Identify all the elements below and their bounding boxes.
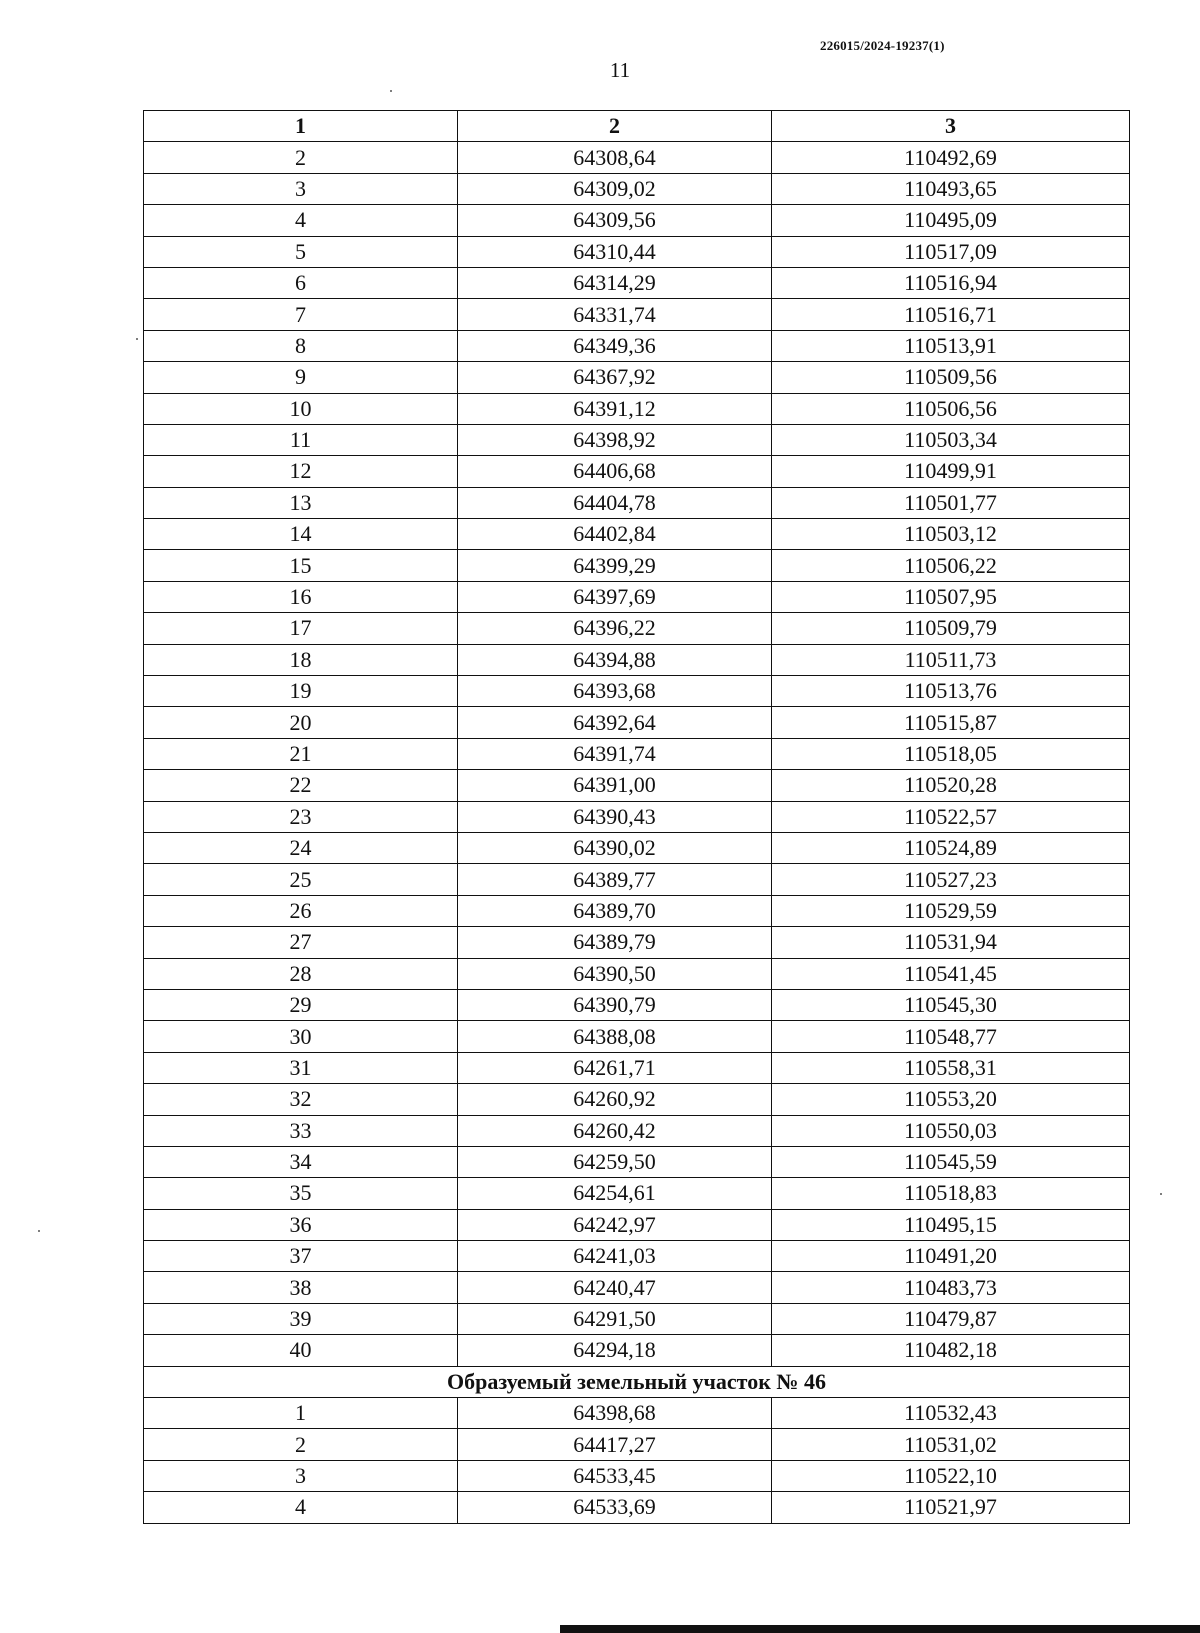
table-row (144, 173, 1130, 204)
x-coordinate-cell: 64392,64 (458, 707, 772, 738)
table-row (144, 299, 1130, 330)
x-coordinate-cell: 64399,29 (458, 550, 772, 581)
scan-speck (136, 338, 138, 340)
table-row (144, 362, 1130, 393)
point-number-cell: 11 (144, 424, 458, 455)
header-cell-y: 3 (772, 111, 1130, 142)
point-number-cell: 32 (144, 1084, 458, 1115)
point-number-cell: 12 (144, 456, 458, 487)
table-row (144, 456, 1130, 487)
point-number-cell: 5 (144, 236, 458, 267)
table-row (144, 1492, 1130, 1523)
point-number-cell: 20 (144, 707, 458, 738)
header-cell-point-number: 1 (144, 111, 458, 142)
x-coordinate-cell: 64309,02 (458, 173, 772, 204)
table-row (144, 989, 1130, 1020)
table-row (144, 330, 1130, 361)
x-coordinate-cell: 64406,68 (458, 456, 772, 487)
y-coordinate-cell: 110483,73 (772, 1272, 1130, 1303)
point-number-cell: 21 (144, 738, 458, 769)
table-row (144, 205, 1130, 236)
y-coordinate-cell: 110491,20 (772, 1241, 1130, 1272)
point-number-cell: 30 (144, 1021, 458, 1052)
point-number-cell: 38 (144, 1272, 458, 1303)
x-coordinate-cell: 64396,22 (458, 613, 772, 644)
x-coordinate-cell: 64260,42 (458, 1115, 772, 1146)
point-number-cell: 34 (144, 1146, 458, 1177)
table-row (144, 801, 1130, 832)
point-number-cell: 4 (144, 205, 458, 236)
y-coordinate-cell: 110548,77 (772, 1021, 1130, 1052)
table-row (144, 267, 1130, 298)
point-number-cell: 25 (144, 864, 458, 895)
y-coordinate-cell: 110532,43 (772, 1398, 1130, 1429)
point-number-cell: 16 (144, 581, 458, 612)
table-row (144, 1241, 1130, 1272)
point-number-cell: 37 (144, 1241, 458, 1272)
point-number-cell: 39 (144, 1303, 458, 1334)
table-row (144, 142, 1130, 173)
table-body-parcel-46 (144, 1398, 1130, 1524)
scan-edge-bar (560, 1625, 1200, 1633)
table-row (144, 519, 1130, 550)
table-row (144, 864, 1130, 895)
x-coordinate-cell: 64391,00 (458, 770, 772, 801)
table-row (144, 644, 1130, 675)
table-row (144, 550, 1130, 581)
table-row (144, 1272, 1130, 1303)
y-coordinate-cell: 110518,83 (772, 1178, 1130, 1209)
x-coordinate-cell: 64241,03 (458, 1241, 772, 1272)
x-coordinate-cell: 64314,29 (458, 267, 772, 298)
x-coordinate-cell: 64394,88 (458, 644, 772, 675)
y-coordinate-cell: 110531,94 (772, 927, 1130, 958)
y-coordinate-cell: 110522,57 (772, 801, 1130, 832)
y-coordinate-cell: 110492,69 (772, 142, 1130, 173)
y-coordinate-cell: 110558,31 (772, 1052, 1130, 1083)
y-coordinate-cell: 110516,71 (772, 299, 1130, 330)
header-cell-x: 2 (458, 111, 772, 142)
point-number-cell: 8 (144, 330, 458, 361)
scan-speck (390, 90, 392, 92)
table-row (144, 738, 1130, 769)
y-coordinate-cell: 110522,10 (772, 1460, 1130, 1491)
y-coordinate-cell: 110529,59 (772, 895, 1130, 926)
point-number-cell: 3 (144, 173, 458, 204)
table-row (144, 613, 1130, 644)
point-number-cell: 2 (144, 1429, 458, 1460)
point-number-cell: 27 (144, 927, 458, 958)
x-coordinate-cell: 64310,44 (458, 236, 772, 267)
coordinates-table (143, 110, 1130, 1524)
x-coordinate-cell: 64261,71 (458, 1052, 772, 1083)
point-number-cell: 4 (144, 1492, 458, 1523)
table-row (144, 1146, 1130, 1177)
table-row (144, 927, 1130, 958)
y-coordinate-cell: 110553,20 (772, 1084, 1130, 1115)
y-coordinate-cell: 110499,91 (772, 456, 1130, 487)
table-row (144, 393, 1130, 424)
table-row (144, 1335, 1130, 1366)
point-number-cell: 13 (144, 487, 458, 518)
table-row (144, 1209, 1130, 1240)
point-number-cell: 3 (144, 1460, 458, 1491)
table-row (144, 1084, 1130, 1115)
point-number-cell: 35 (144, 1178, 458, 1209)
table-row (144, 676, 1130, 707)
y-coordinate-cell: 110541,45 (772, 958, 1130, 989)
x-coordinate-cell: 64294,18 (458, 1335, 772, 1366)
scan-speck (1160, 1193, 1162, 1195)
x-coordinate-cell: 64308,64 (458, 142, 772, 173)
y-coordinate-cell: 110503,12 (772, 519, 1130, 550)
x-coordinate-cell: 64260,92 (458, 1084, 772, 1115)
table-row (144, 1021, 1130, 1052)
section-heading-row (144, 1366, 1130, 1397)
table-row (144, 1398, 1130, 1429)
y-coordinate-cell: 110482,18 (772, 1335, 1130, 1366)
table-row (144, 1178, 1130, 1209)
table-row (144, 1115, 1130, 1146)
table-row (144, 424, 1130, 455)
table-row (144, 958, 1130, 989)
x-coordinate-cell: 64389,77 (458, 864, 772, 895)
x-coordinate-cell: 64367,92 (458, 362, 772, 393)
y-coordinate-cell: 110520,28 (772, 770, 1130, 801)
y-coordinate-cell: 110513,76 (772, 676, 1130, 707)
point-number-cell: 31 (144, 1052, 458, 1083)
point-number-cell: 18 (144, 644, 458, 675)
y-coordinate-cell: 110509,56 (772, 362, 1130, 393)
x-coordinate-cell: 64393,68 (458, 676, 772, 707)
x-coordinate-cell: 64398,92 (458, 424, 772, 455)
x-coordinate-cell: 64389,70 (458, 895, 772, 926)
y-coordinate-cell: 110493,65 (772, 173, 1130, 204)
x-coordinate-cell: 64388,08 (458, 1021, 772, 1052)
y-coordinate-cell: 110511,73 (772, 644, 1130, 675)
y-coordinate-cell: 110507,95 (772, 581, 1130, 612)
point-number-cell: 19 (144, 676, 458, 707)
y-coordinate-cell: 110518,05 (772, 738, 1130, 769)
y-coordinate-cell: 110513,91 (772, 330, 1130, 361)
x-coordinate-cell: 64349,36 (458, 330, 772, 361)
point-number-cell: 22 (144, 770, 458, 801)
x-coordinate-cell: 64240,47 (458, 1272, 772, 1303)
x-coordinate-cell: 64259,50 (458, 1146, 772, 1177)
y-coordinate-cell: 110527,23 (772, 864, 1130, 895)
y-coordinate-cell: 110531,02 (772, 1429, 1130, 1460)
y-coordinate-cell: 110509,79 (772, 613, 1130, 644)
table-row (144, 487, 1130, 518)
y-coordinate-cell: 110515,87 (772, 707, 1130, 738)
table-body-main (144, 142, 1130, 1366)
y-coordinate-cell: 110545,59 (772, 1146, 1130, 1177)
table-row (144, 832, 1130, 863)
point-number-cell: 7 (144, 299, 458, 330)
section-title: Образуемый земельный участок № 46 (144, 1366, 1130, 1397)
page-number: 11 (609, 58, 631, 82)
table-row (144, 236, 1130, 267)
x-coordinate-cell: 64391,74 (458, 738, 772, 769)
point-number-cell: 2 (144, 142, 458, 173)
table-row (144, 707, 1130, 738)
y-coordinate-cell: 110501,77 (772, 487, 1130, 518)
point-number-cell: 9 (144, 362, 458, 393)
point-number-cell: 24 (144, 832, 458, 863)
point-number-cell: 36 (144, 1209, 458, 1240)
x-coordinate-cell: 64390,02 (458, 832, 772, 863)
table-row (144, 581, 1130, 612)
x-coordinate-cell: 64389,79 (458, 927, 772, 958)
y-coordinate-cell: 110517,09 (772, 236, 1130, 267)
table-row (144, 1052, 1130, 1083)
x-coordinate-cell: 64533,69 (458, 1492, 772, 1523)
x-coordinate-cell: 64242,97 (458, 1209, 772, 1240)
y-coordinate-cell: 110550,03 (772, 1115, 1130, 1146)
point-number-cell: 33 (144, 1115, 458, 1146)
x-coordinate-cell: 64417,27 (458, 1429, 772, 1460)
x-coordinate-cell: 64391,12 (458, 393, 772, 424)
x-coordinate-cell: 64397,69 (458, 581, 772, 612)
point-number-cell: 1 (144, 1398, 458, 1429)
x-coordinate-cell: 64309,56 (458, 205, 772, 236)
x-coordinate-cell: 64254,61 (458, 1178, 772, 1209)
point-number-cell: 40 (144, 1335, 458, 1366)
y-coordinate-cell: 110506,56 (772, 393, 1130, 424)
point-number-cell: 17 (144, 613, 458, 644)
scan-speck (38, 1230, 40, 1232)
x-coordinate-cell: 64291,50 (458, 1303, 772, 1334)
point-number-cell: 28 (144, 958, 458, 989)
x-coordinate-cell: 64390,50 (458, 958, 772, 989)
point-number-cell: 14 (144, 519, 458, 550)
x-coordinate-cell: 64404,78 (458, 487, 772, 518)
y-coordinate-cell: 110545,30 (772, 989, 1130, 1020)
x-coordinate-cell: 64533,45 (458, 1460, 772, 1491)
table-row (144, 770, 1130, 801)
point-number-cell: 6 (144, 267, 458, 298)
point-number-cell: 15 (144, 550, 458, 581)
document-reference: 226015/2024-19237(1) (820, 38, 945, 53)
table-header-row (144, 111, 1130, 142)
y-coordinate-cell: 110479,87 (772, 1303, 1130, 1334)
point-number-cell: 10 (144, 393, 458, 424)
x-coordinate-cell: 64331,74 (458, 299, 772, 330)
y-coordinate-cell: 110521,97 (772, 1492, 1130, 1523)
y-coordinate-cell: 110503,34 (772, 424, 1130, 455)
y-coordinate-cell: 110495,15 (772, 1209, 1130, 1240)
table-row (144, 1460, 1130, 1491)
x-coordinate-cell: 64402,84 (458, 519, 772, 550)
point-number-cell: 29 (144, 989, 458, 1020)
y-coordinate-cell: 110506,22 (772, 550, 1130, 581)
x-coordinate-cell: 64390,43 (458, 801, 772, 832)
x-coordinate-cell: 64390,79 (458, 989, 772, 1020)
y-coordinate-cell: 110516,94 (772, 267, 1130, 298)
point-number-cell: 23 (144, 801, 458, 832)
x-coordinate-cell: 64398,68 (458, 1398, 772, 1429)
y-coordinate-cell: 110495,09 (772, 205, 1130, 236)
table-row (144, 1429, 1130, 1460)
table-row (144, 895, 1130, 926)
section-heading-group (144, 1366, 1130, 1397)
point-number-cell: 26 (144, 895, 458, 926)
y-coordinate-cell: 110524,89 (772, 832, 1130, 863)
table-row (144, 1303, 1130, 1334)
